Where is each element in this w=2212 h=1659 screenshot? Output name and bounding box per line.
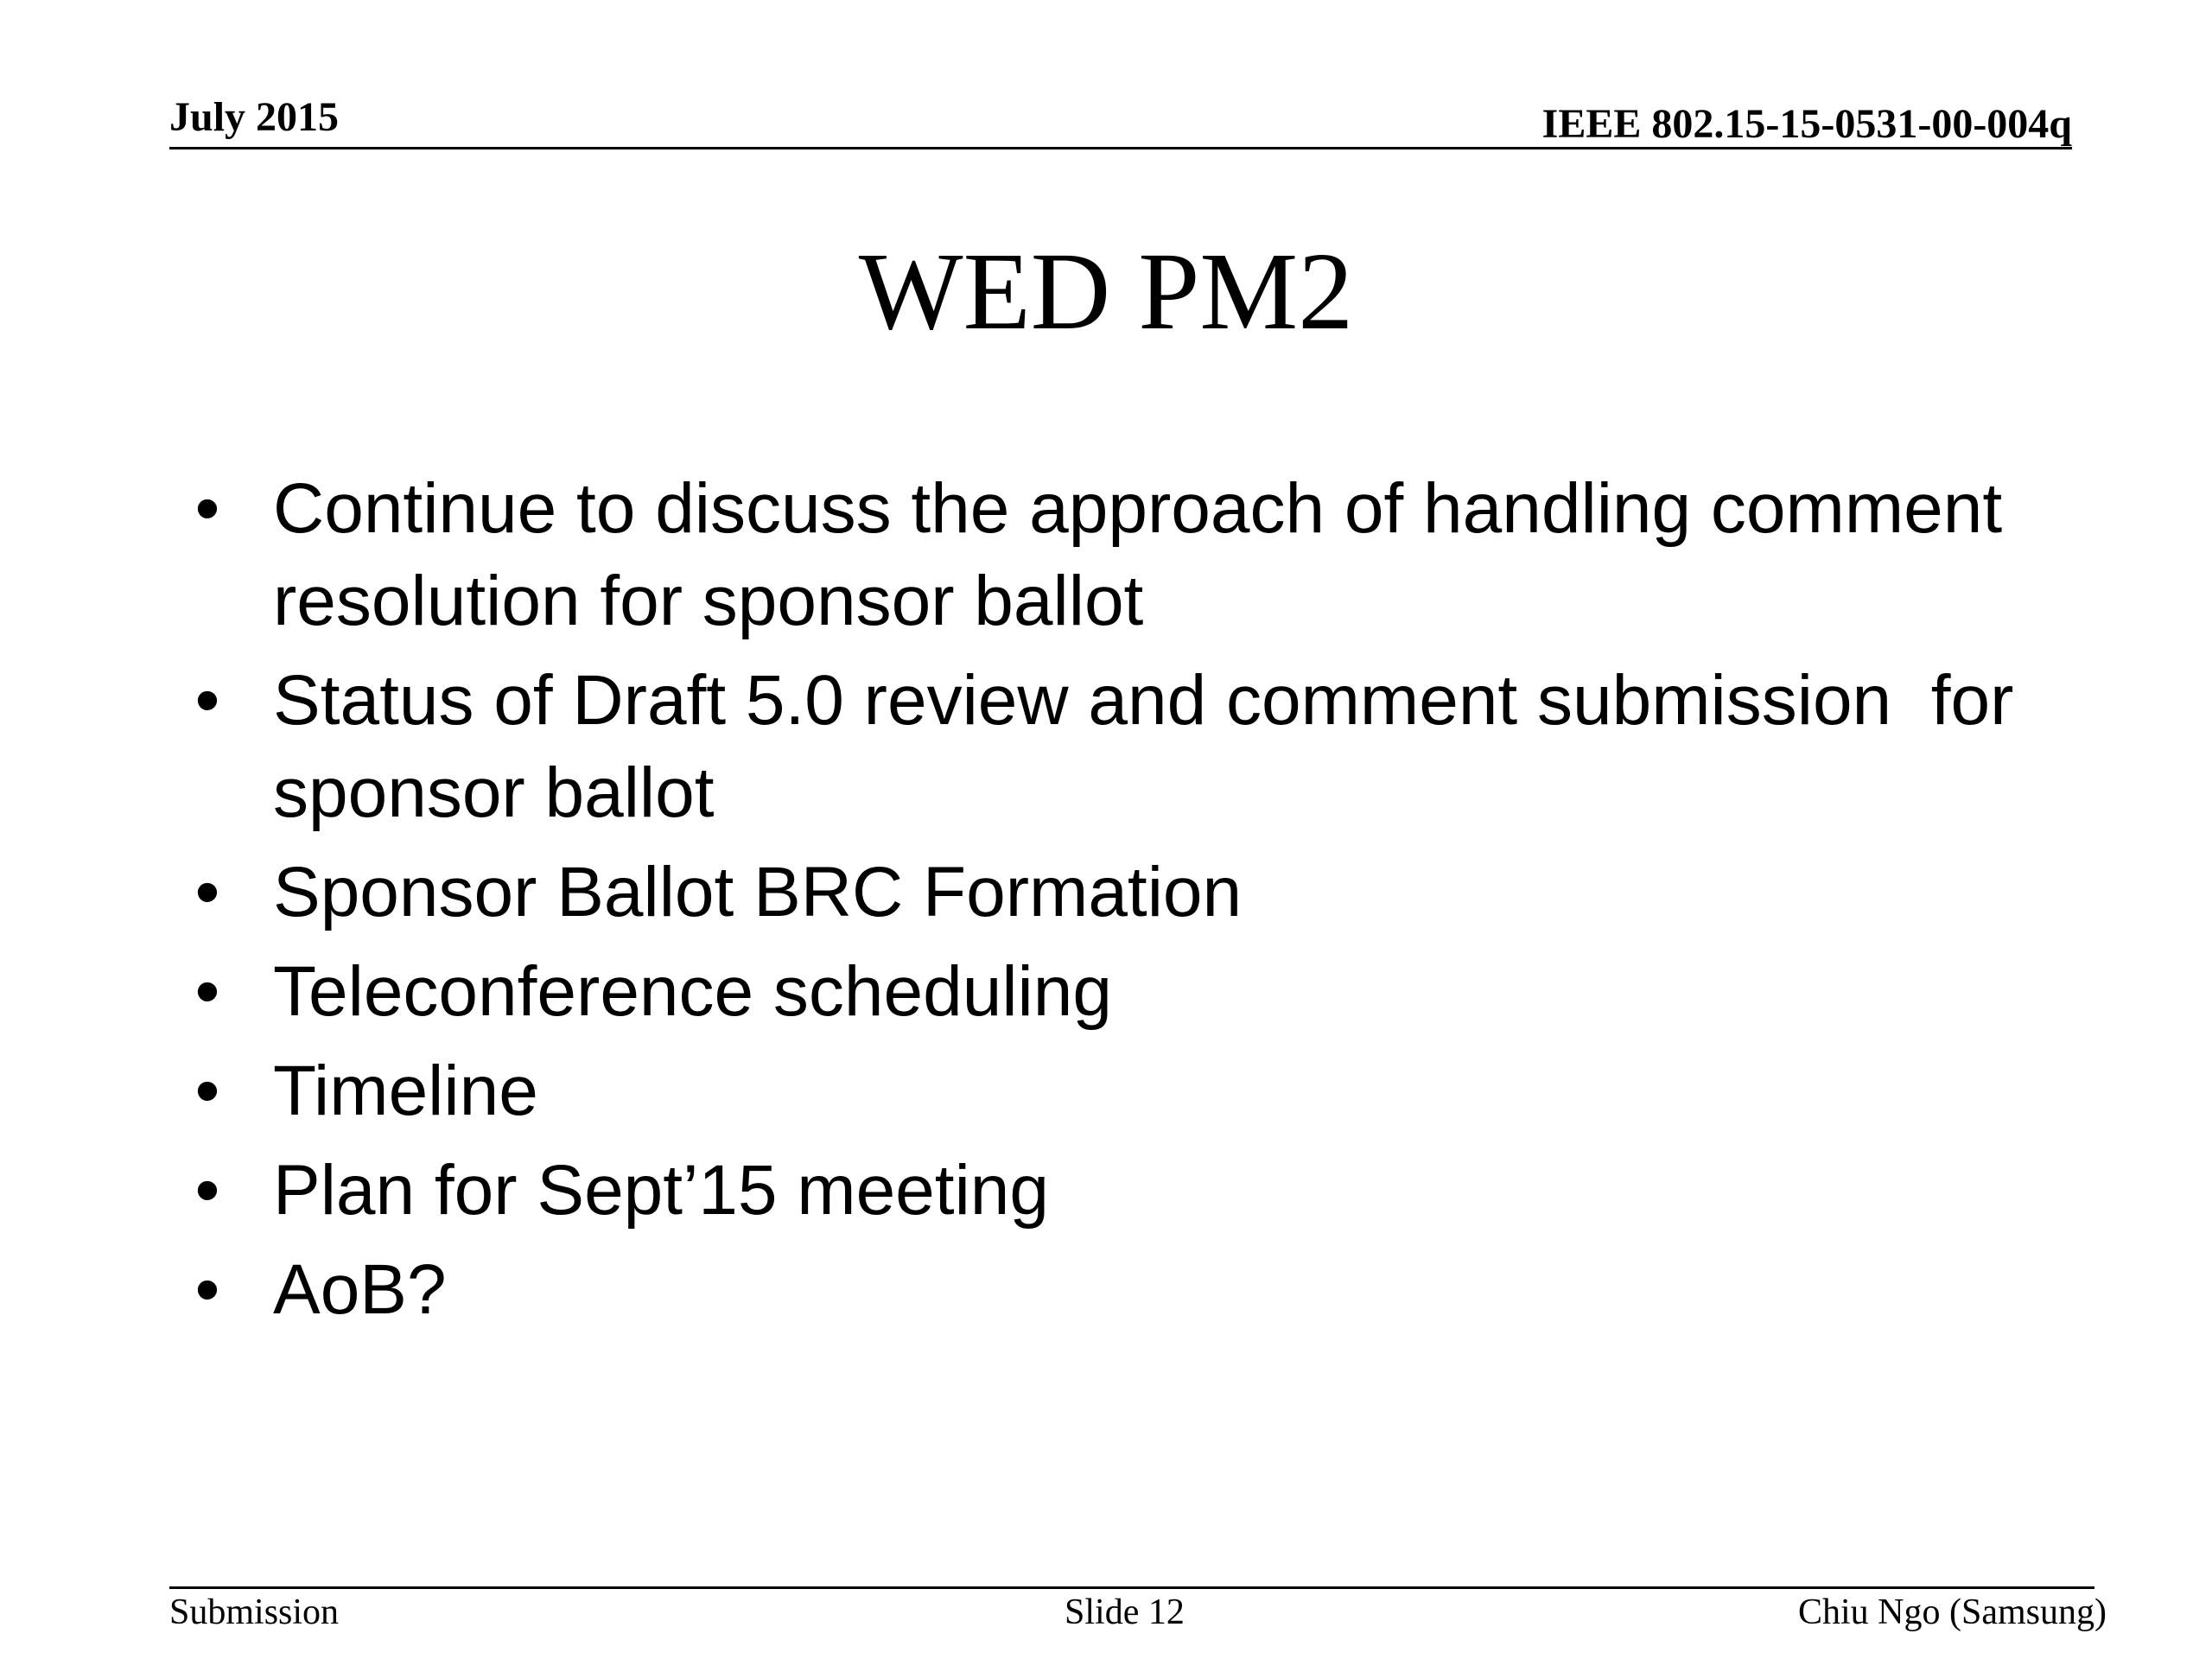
bullet-text: Plan for Sept’15 meeting: [273, 1151, 1049, 1230]
bullet-dot-icon: •: [194, 1250, 220, 1329]
bullet-text: Sponsor Ballot BRC Formation: [273, 853, 1243, 931]
footer-submission-label: Submission: [169, 1592, 340, 1632]
footer-divider: [169, 1586, 2094, 1589]
bullet-item: [181, 654, 2134, 839]
bullet-dot-icon: •: [194, 1052, 220, 1130]
bullet-item: [181, 1243, 2134, 1336]
bullet-dot-icon: •: [194, 469, 220, 548]
bullet-dot-icon: •: [194, 952, 220, 1031]
bullet-dot-icon: •: [194, 661, 220, 740]
footer-slide-number: Slide 12: [1065, 1592, 1185, 1632]
bullet-item: [181, 1144, 2134, 1236]
bullet-text: Status of Draft 5.0 review and comment submission for sponsor ballot: [273, 661, 2034, 832]
bullet-item: [181, 462, 2134, 647]
bullet-text: Continue to discuss the approach of handling comment resolution for sponsor ballot: [273, 469, 2003, 640]
bullet-text: Teleconference scheduling: [273, 952, 1112, 1031]
bullet-text: Timeline: [273, 1052, 538, 1130]
bullet-list: [181, 462, 2134, 1343]
footer-author: Chiu Ngo (Samsung): [1798, 1592, 2107, 1632]
bullet-dot-icon: •: [194, 853, 220, 931]
header-document-id: IEEE 802.15-15-0531-00-004q: [1541, 101, 2072, 147]
bullet-dot-icon: •: [194, 1151, 220, 1230]
slide-title: WED PM2: [858, 230, 1354, 353]
header-divider: [169, 147, 2072, 149]
bullet-item: [181, 945, 2134, 1038]
header-date: July 2015: [169, 94, 340, 140]
bullet-text: AoB?: [273, 1250, 447, 1329]
bullet-item: [181, 846, 2134, 938]
bullet-item: [181, 1045, 2134, 1137]
